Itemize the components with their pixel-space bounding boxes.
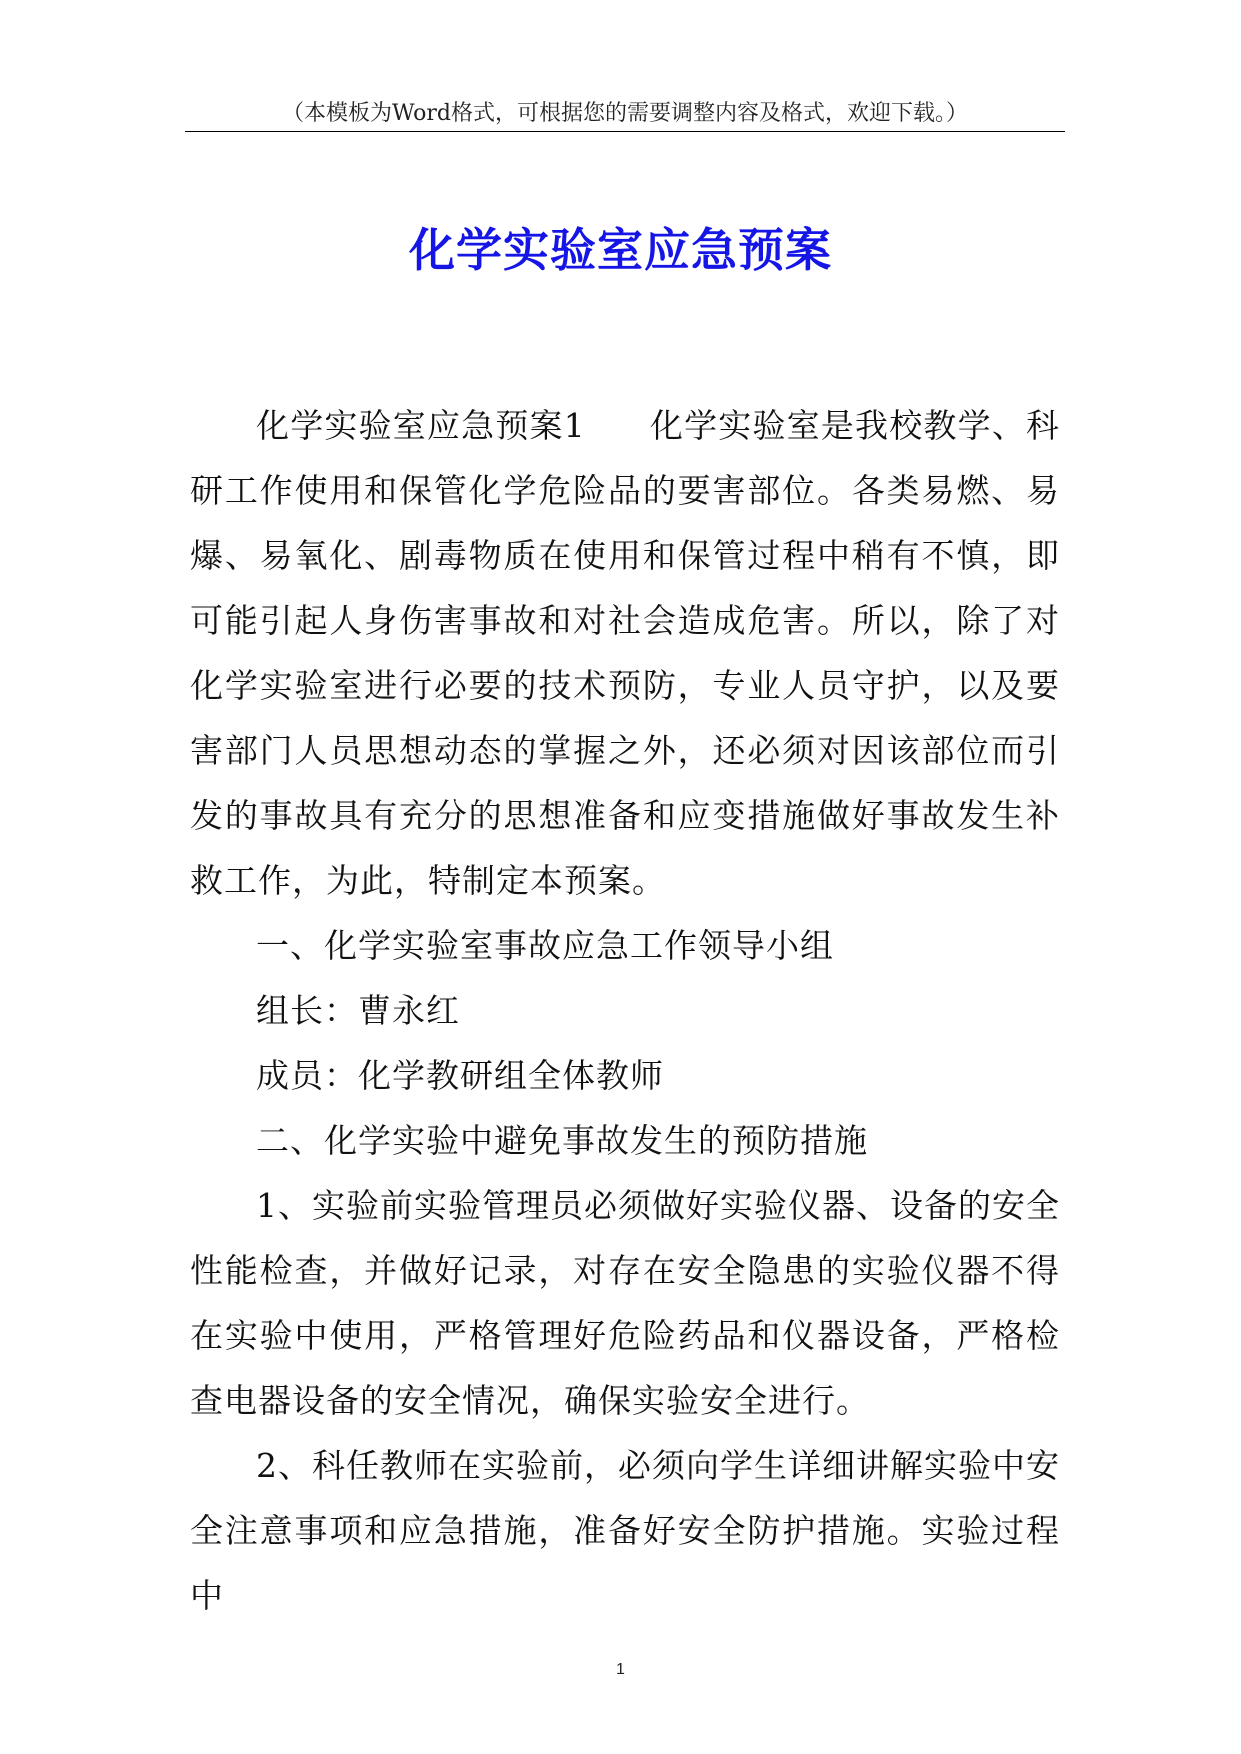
- page-number: 1: [616, 1661, 625, 1678]
- intro-text: 化学实验室是我校教学、科研工作使用和保管化学危险品的要害部位。各类易燃、易爆、易氧化、剧毒物质在使用和保管过程中稍有不慎，即可能引起人身伤害事故和对社会造成危害。所以，除了对化学实验室进行必要的技术预防，专业人员守护，以及要害部门人员思想动态的掌握之外，还必须对因该部位而引发的事故具有充分的思想准备和应变措施做好事故发生补救工作，为此，特制定本预案。: [190, 406, 1061, 900]
- members-line: 成员：化学教研组全体教师: [256, 1056, 664, 1095]
- section2-heading: 二、化学实验中避免事故发生的预防措施: [256, 1121, 868, 1160]
- header-note: （本模板为Word格式，可根据您的需要调整内容及格式，欢迎下载。）: [282, 101, 968, 126]
- intro-lead: 化学实验室应急预案1: [256, 406, 586, 445]
- header-divider: [185, 131, 1065, 132]
- document-body: [190, 393, 1060, 1628]
- document-title: 化学实验室应急预案: [409, 223, 832, 277]
- section1-heading: 一、化学实验室事故应急工作领导小组: [256, 926, 834, 965]
- leader-line: 组长：曹永红: [256, 991, 460, 1030]
- intro-paragraph: [190, 393, 1060, 913]
- item-1-paragraph: 1、实验前实验管理员必须做好实验仪器、设备的安全性能检查，并做好记录，对存在安全隐患的实验仪器不得在实验中使用，严格管理好危险药品和仪器设备，严格检查电器设备的安全情况，确保实验安全进行。: [190, 1186, 1060, 1420]
- item-2-paragraph: 2、科任教师在实验前，必须向学生详细讲解实验中安全注意事项和应急措施，准备好安全防护措施。实验过程中: [190, 1446, 1060, 1615]
